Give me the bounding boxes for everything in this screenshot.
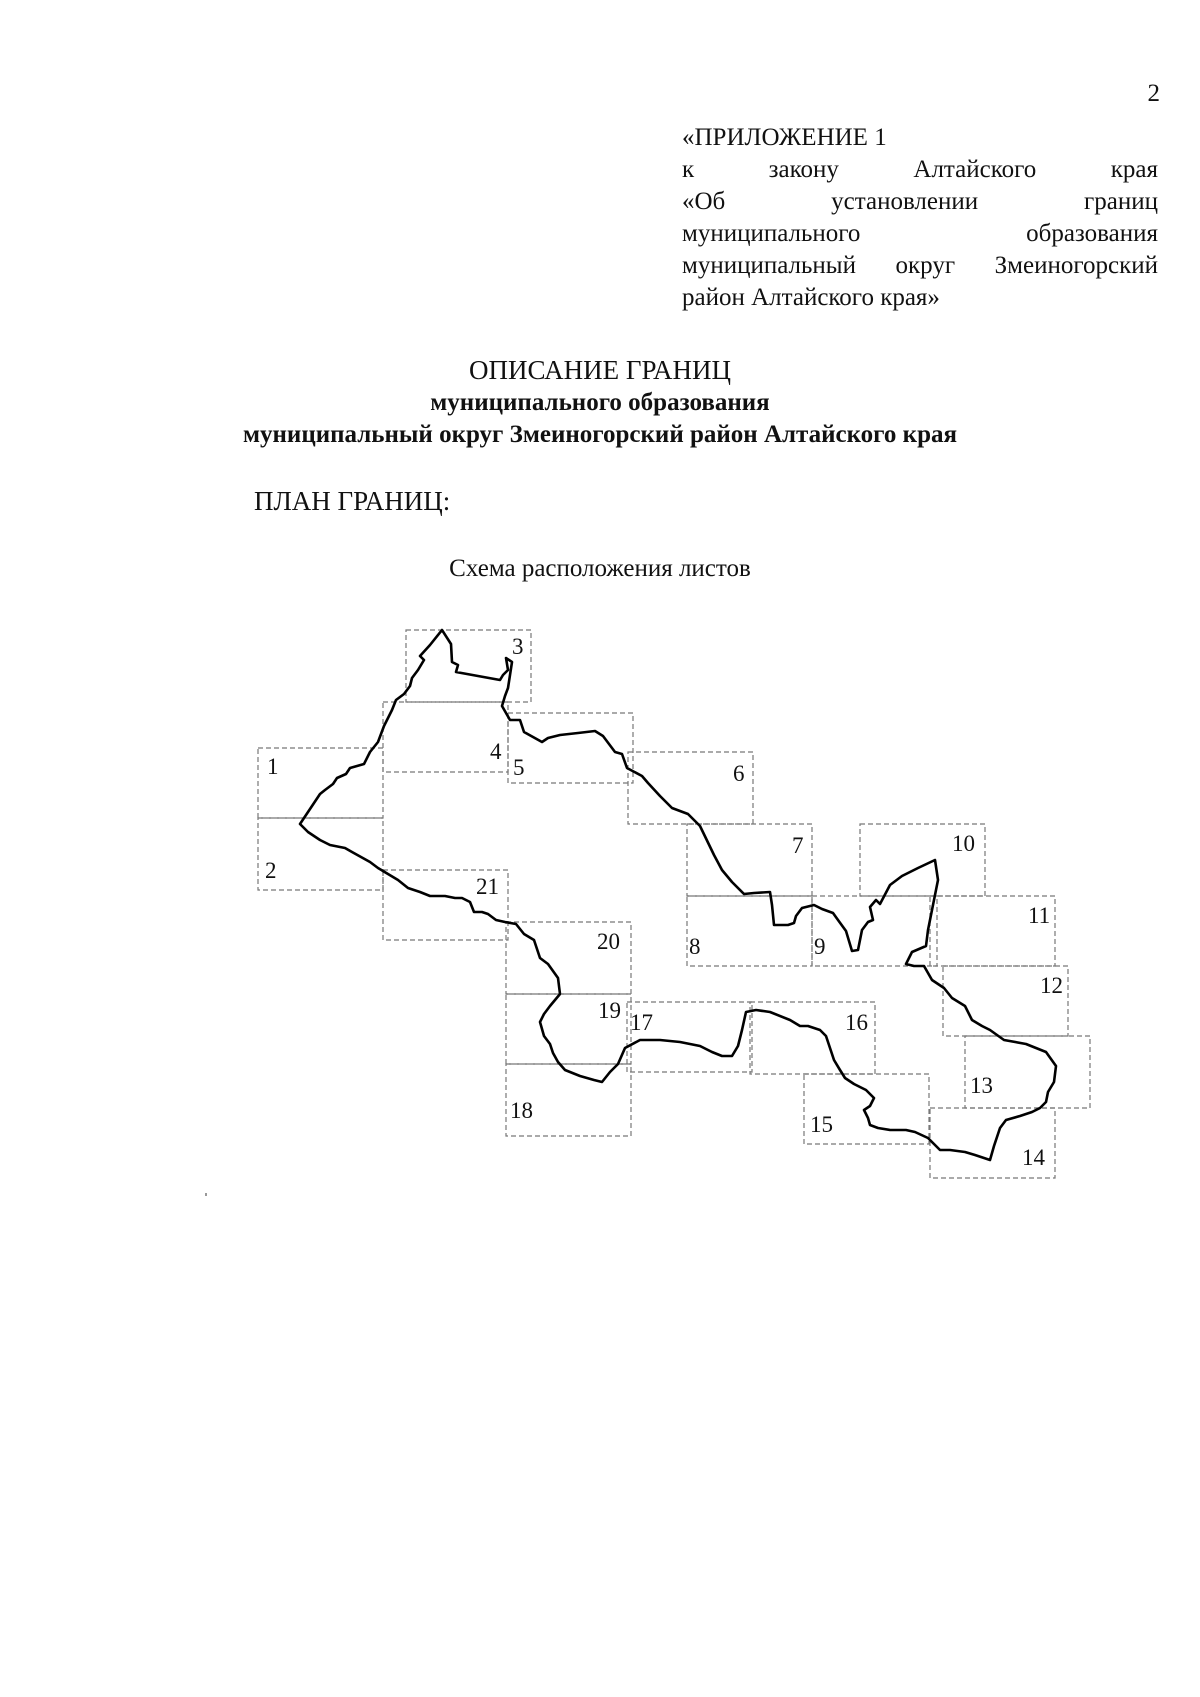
document-heading bbox=[0, 353, 1200, 451]
sheet-8 bbox=[687, 896, 812, 966]
sheet-2 bbox=[258, 818, 383, 890]
sheet-layout-scheme bbox=[200, 600, 1100, 1220]
sheet-label: 3 bbox=[512, 634, 524, 659]
sheet-label: 6 bbox=[733, 761, 745, 786]
appendix-line: к закону Алтайского края bbox=[682, 156, 1158, 183]
sheet-label: 14 bbox=[1022, 1145, 1045, 1170]
district-boundary bbox=[300, 630, 1056, 1160]
sheet-label: 7 bbox=[792, 833, 804, 858]
sheet-label: 8 bbox=[689, 934, 701, 959]
sheet-label: 1 bbox=[267, 754, 279, 779]
page-number: 2 bbox=[1147, 80, 1160, 107]
appendix-line: «Об установлении границ bbox=[682, 188, 1158, 215]
sheet-label: 2 bbox=[265, 858, 277, 883]
sheet-label: 19 bbox=[598, 998, 621, 1023]
heading-line-3: муниципальный округ Змеиногорский район Алтайского края bbox=[242, 421, 957, 448]
sheet-label: 15 bbox=[810, 1112, 833, 1137]
sheet-label: 21 bbox=[476, 874, 499, 899]
sheet-label: 18 bbox=[510, 1098, 533, 1123]
appendix-block bbox=[682, 122, 1158, 314]
heading-line-2: муниципального образования bbox=[430, 389, 770, 416]
sheet-label: 11 bbox=[1028, 903, 1051, 928]
sheet-label: 17 bbox=[630, 1010, 653, 1035]
plan-label: ПЛАН ГРАНИЦ: bbox=[254, 486, 451, 516]
sheet-5 bbox=[508, 713, 633, 783]
appendix-title: «ПРИЛОЖЕНИЕ 1 bbox=[682, 124, 887, 151]
sheet-label: 5 bbox=[513, 755, 525, 780]
sheet-label: 4 bbox=[490, 739, 502, 764]
scheme-title: Схема расположения листов bbox=[449, 555, 751, 582]
appendix-line: муниципального образования bbox=[682, 220, 1158, 247]
sheet-label: 12 bbox=[1040, 973, 1063, 998]
heading-main: ОПИСАНИЕ ГРАНИЦ bbox=[468, 355, 732, 385]
sheet-label: 20 bbox=[597, 929, 620, 954]
sheet-9 bbox=[812, 896, 937, 966]
sheet-label: 9 bbox=[814, 934, 826, 959]
appendix-line: район Алтайского края» bbox=[682, 284, 940, 311]
sheet-label: 13 bbox=[970, 1073, 993, 1098]
sheet-label: 16 bbox=[845, 1010, 868, 1035]
appendix-line: муниципальный округ Змеиногорский bbox=[682, 252, 1158, 279]
scan-speck bbox=[205, 1193, 207, 1196]
sheet-label: 10 bbox=[952, 831, 975, 856]
